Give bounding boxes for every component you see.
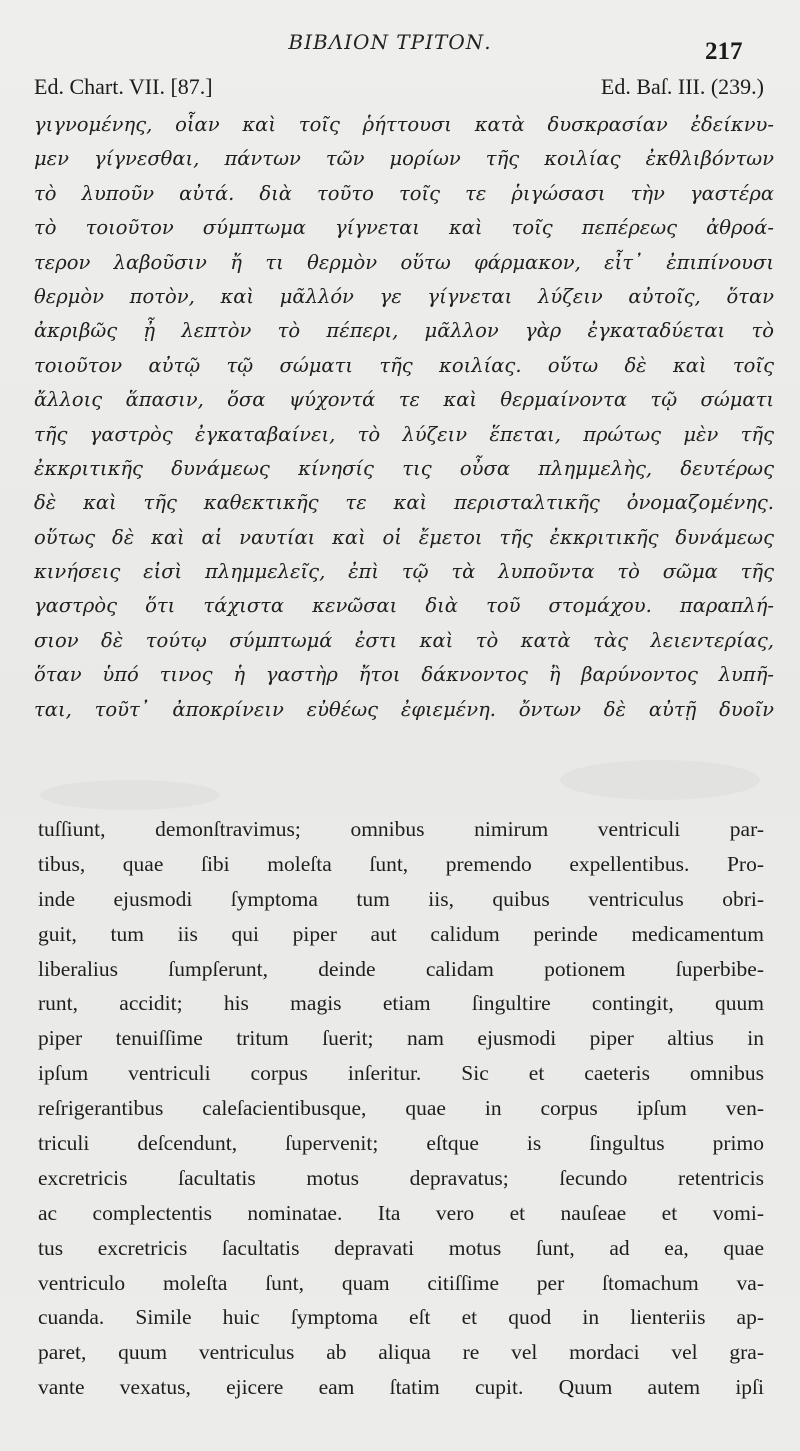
greek-line: τερον λαβοῦσιν ἤ τι θερμὸν οὕτω φάρμακον, εἶτ᾽ ἐπιπίνουσι	[34, 250, 774, 274]
greek-line: θερμὸν ποτὸν, καὶ μᾶλλόν γε γίγνεται λύζειν αὐτοῖς, ὅταν	[34, 284, 774, 308]
greek-line: σιον δὲ τούτῳ σύμπτωμά ἐστι καὶ τὸ κατὰ τὰς λειεντερίας,	[34, 628, 774, 652]
latin-line: tibus, quae ſibi moleſta ſunt, premendo expellentibus. Pro-	[38, 851, 764, 876]
greek-line: ὅταν ὑπό τινος ἡ γαστὴρ ἤτοι δάκνοντος ἢ βαρύνοντος λυπῆ-	[34, 663, 774, 687]
latin-line: ventriculo moleſta ſunt, quam citiſſime per ſtomachum va-	[38, 1270, 764, 1295]
latin-line: tuſſiunt, demonſtravimus; omnibus nimirum ventriculi par-	[38, 817, 764, 841]
paper-stain	[560, 760, 760, 800]
latin-line: piper tenuiſſime tritum ſuerit; nam ejusmodi piper altius in	[38, 1026, 764, 1051]
greek-line: τὸ λυποῦν αὐτά. διὰ τοῦτο τοῖς τε ῥιγώσασι τὴν γαστέρα	[34, 181, 774, 205]
running-title: BIBΛIΟΝ ΤΡΙΤΟΝ.	[288, 30, 492, 54]
greek-line: οὕτως δὲ καὶ αἱ ναυτίαι καὶ οἱ ἔμετοι τῆς ἐκκριτικῆς δυνάμεως	[34, 525, 774, 549]
greek-line: ἀκριβῶς ᾖ λεπτὸν τὸ πέπερι, μᾶλλον γὰρ ἐγκαταδύεται τὸ	[34, 319, 774, 343]
greek-text-block	[34, 108, 774, 727]
edition-reference-left: Ed. Chart. VII. [87.]	[34, 74, 213, 99]
greek-line: κινήσεις εἰσὶ πλημμελεῖς, ἐπὶ τῷ τὰ λυποῦντα τὸ σῶμα τῆς	[34, 560, 774, 584]
greek-line: ἄλλοις ἅπασιν, ὅσα ψύχοντά τε καὶ θερμαίνοντα τῷ σώματι	[34, 388, 774, 412]
latin-line: runt, accidit; his magis etiam ſingultire contingit, quum	[38, 991, 764, 1016]
greek-line: δὲ καὶ τῆς καθεκτικῆς τε καὶ περισταλτικῆς ὀνομαζομένης.	[34, 491, 774, 515]
latin-line: tus excretricis ſacultatis depravati motus ſunt, ad ea, quae	[38, 1235, 764, 1260]
greek-line: ἐκκριτικῆς δυνάμεως κίνησίς τις οὖσα πλημμελὴς, δευτέρως	[34, 456, 774, 480]
latin-text-block	[38, 812, 764, 1405]
latin-line: guit, tum iis qui piper aut calidum perinde medicamentum	[38, 921, 764, 946]
edition-reference-right: Ed. Baſ. III. (239.)	[600, 74, 764, 99]
greek-line: μεν γίγνεσθαι, πάντων τῶν μορίων τῆς κοιλίας ἐκθλιβόντων	[34, 147, 774, 171]
latin-line: reſrigerantibus caleſacientibusque, quae in corpus ipſum ven-	[38, 1096, 764, 1121]
page-number: 217	[705, 38, 743, 65]
latin-line: vante vexatus, ejicere eam ſtatim cupit. Quum autem ipſi	[38, 1375, 764, 1400]
latin-line: ac complectentis nominatae. Ita vero et nauſeae et vomi-	[38, 1200, 764, 1225]
latin-line: paret, quum ventriculus ab aliqua re vel mordaci vel gra-	[38, 1340, 764, 1365]
greek-line: τοιοῦτον αὐτῷ τῷ σώματι τῆς κοιλίας. οὕτω δὲ καὶ τοῖς	[34, 353, 774, 377]
latin-line: triculi deſcendunt, ſupervenit; eſtque is ſingultus primo	[38, 1131, 764, 1156]
greek-line: τὸ τοιοῦτον σύμπτωμα γίγνεται καὶ τοῖς πεπέρεως ἀθροά-	[34, 216, 774, 240]
greek-line: τῆς γαστρὸς ἐγκαταβαίνει, τὸ λύζειν ἕπεται, πρώτως μὲν τῆς	[34, 422, 774, 446]
greek-line: γαστρὸς ὅτι τάχιστα κενῶσαι διὰ τοῦ στομάχου. παραπλή-	[34, 594, 774, 618]
latin-line: inde ejusmodi ſymptoma tum iis, quibus ventriculus obri-	[38, 886, 764, 911]
latin-line: liberalius ſumpſerunt, deinde calidam potionem ſuperbibe-	[38, 956, 764, 981]
latin-line: cuanda. Simile huic ſymptoma eſt et quod in lienteriis ap-	[38, 1305, 764, 1330]
paper-stain	[40, 780, 220, 810]
greek-line: γιγνομένης, οἷαν καὶ τοῖς ῥήττουσι κατὰ δυσκρασίαν ἐδείκνυ-	[34, 113, 774, 136]
latin-line: ipſum ventriculi corpus inſeritur. Sic et caeteris omnibus	[38, 1061, 764, 1086]
latin-line: excretricis ſacultatis motus depravatus; ſecundo retentricis	[38, 1165, 764, 1190]
greek-line: ται, τοῦτ᾽ ἀποκρίνειν εὐθέως ἐφιεμένη. ὄντων δὲ αὐτῇ δυοῖν	[34, 697, 774, 721]
